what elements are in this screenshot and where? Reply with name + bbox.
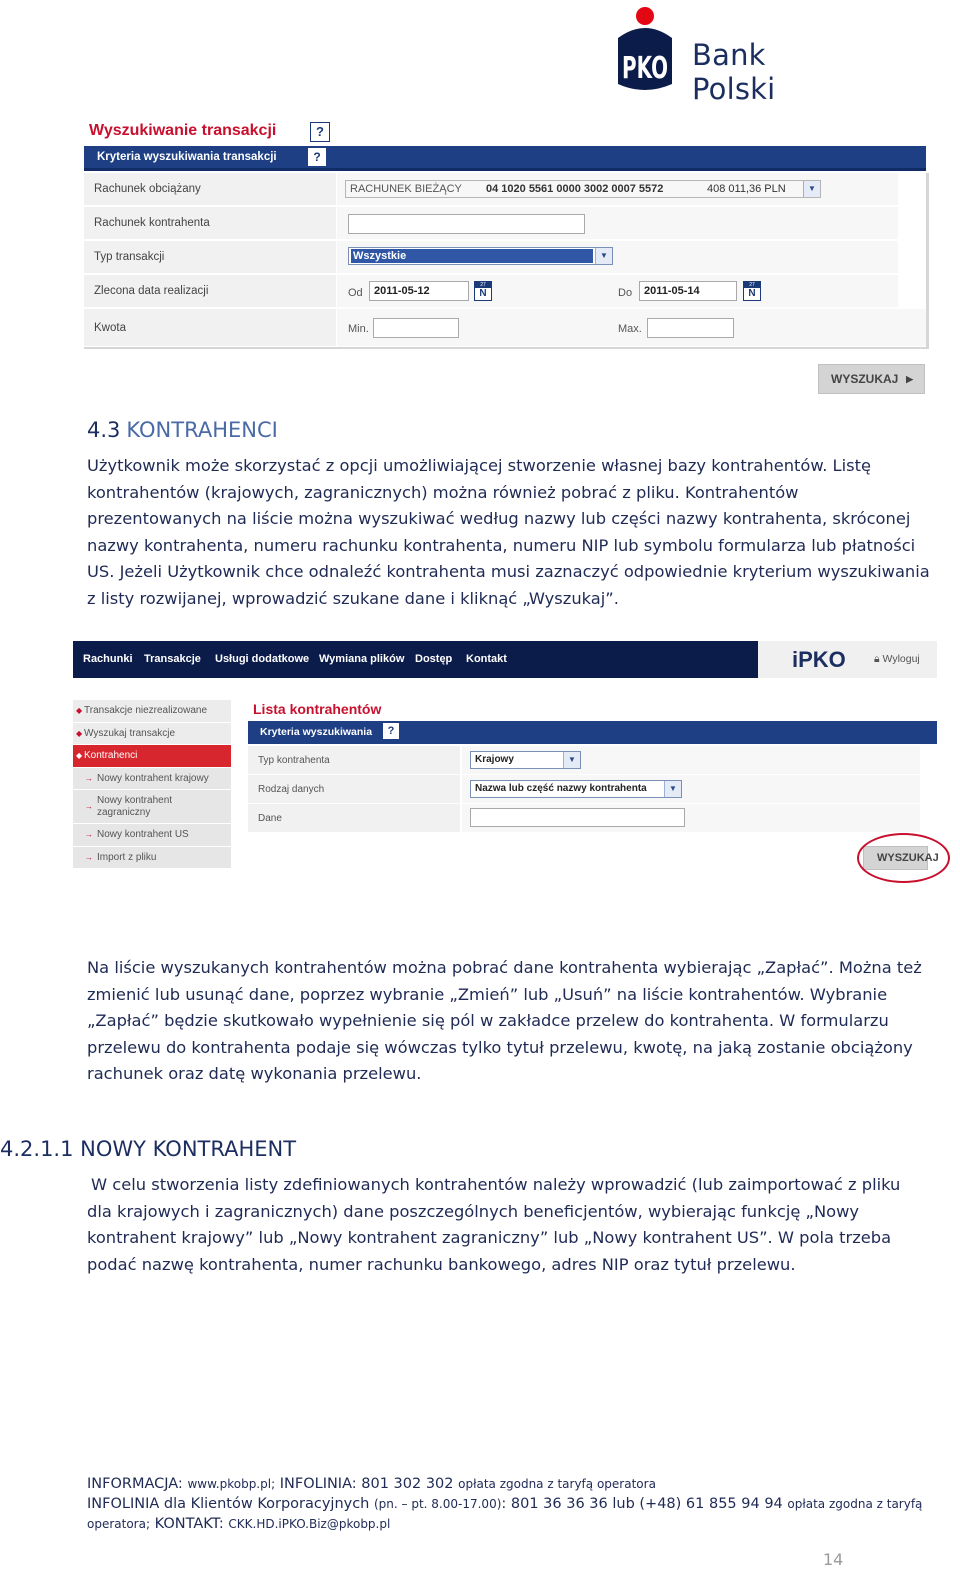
chevron-down-icon: ▼	[563, 752, 580, 768]
amount-label: Kwota	[84, 309, 336, 346]
contact-email-link[interactable]: CKK.HD.iPKO.Biz@pkobp.pl	[228, 1517, 391, 1531]
logout-link[interactable]: 🔒︎ Wyloguj	[874, 653, 920, 665]
arrow-right-icon: →	[85, 773, 93, 783]
transaction-type-value: Wszystkie	[351, 249, 593, 263]
sidebar-item-transakcje-niezrealizowane[interactable]: ◆ Transakcje niezrealizowane	[73, 700, 231, 723]
row-contractor-type	[248, 746, 920, 774]
amount-max-input[interactable]	[647, 318, 734, 338]
row-amount	[84, 309, 926, 347]
data-input[interactable]	[470, 808, 685, 827]
nav-item-transakcje[interactable]: Transakcje	[144, 653, 201, 665]
account-number: 04 1020 5561 0000 3002 0007 5572	[486, 183, 664, 195]
pko-logo-mark-icon	[612, 4, 688, 92]
sidebar-item-wyszukaj-transakcje[interactable]: ◆ Wyszukaj transakcje	[73, 723, 231, 746]
nav-item-uslugi[interactable]: Usługi dodatkowe	[215, 653, 310, 665]
calendar-icon[interactable]: 27 N	[743, 281, 761, 301]
account-debited-label: Rachunek obciążany	[84, 173, 336, 205]
row-counterparty-account	[84, 207, 926, 240]
main-nav	[73, 641, 758, 678]
date-to-label: Do	[618, 287, 633, 299]
criteria-bar-label: Kryteria wyszukiwania transakcji	[97, 151, 277, 163]
lock-icon: 🔒︎	[874, 653, 883, 665]
help-icon[interactable]: ?	[310, 122, 330, 142]
sidebar	[73, 700, 231, 869]
contractors-list-screenshot	[73, 641, 937, 881]
transaction-type-label: Typ transakcji	[84, 241, 336, 273]
contractor-type-select[interactable]: Krajowy ▼	[470, 751, 581, 769]
pko-bank-polski-logo	[612, 4, 842, 106]
chevron-down-icon: ▼	[664, 781, 681, 797]
pko-logo-letters: PKO	[622, 51, 668, 86]
section-43-paragraph: Użytkownik może skorzystać z opcji umożliwiającej stworzenie własnej bazy kontrahentów. Listę kontrahentów (krajowych, zagranicznych) można również pobrać z pliku. Kontrahentów prezentowanych na liście można wyszukiwać według nazwy lub części nazwy kontrahenta, skróconej nazwy kontrahenta, numeru rachunku kontrahenta, numeru NIP lub symbolu formularza lub płatności US. Jeżeli Użytkownik chce odnaleźć kontrahenta musi zaznaczyć odpowiednie kryterium wyszukiwania z listy rozwijanej, wprowadzić szukane dane i kliknąć „Wyszukaj”.	[87, 456, 930, 608]
nav-item-dostep[interactable]: Dostęp	[415, 653, 453, 665]
account-balance: 408 011,36 PLN	[707, 183, 786, 195]
contractors-criteria-bar	[248, 721, 937, 744]
counterparty-account-label: Rachunek kontrahenta	[84, 207, 336, 239]
arrow-right-icon: →	[85, 801, 93, 811]
nav-item-kontakt[interactable]: Kontakt	[466, 653, 507, 665]
row-account-debited	[84, 173, 926, 206]
amount-max-label: Max.	[618, 323, 642, 335]
section-43-heading: 4.3 KONTRAHENCI	[87, 418, 278, 442]
section-4211-paragraph: W celu stworzenia listy zdefiniowanych kontrahentów należy wprowadzić (lub zaimportować z pliku dla krajowych i zagranicznych) dane poszczególnych beneficjentów, wybierając funkcję „Nowy kontrahent krajowy” lub „Nowy kontrahent zagraniczny” lub „Nowy kontrahent US”. W pola trzeba podać nazwę kontrahenta, numer rachunku bankowego, adres NIP oraz tytuł przelewu.	[87, 1175, 901, 1274]
arrow-icon: ◆	[76, 751, 83, 761]
calendar-icon[interactable]: 27 N	[474, 281, 492, 301]
nav-item-wymiana[interactable]: Wymiana plików	[319, 653, 405, 665]
row-transaction-type	[84, 241, 926, 274]
row-data-kind	[248, 775, 920, 803]
date-from-input[interactable]: 2011-05-12	[369, 281, 469, 301]
counterparty-account-input[interactable]	[348, 214, 585, 234]
amount-min-label: Min.	[348, 323, 369, 335]
contractors-list-title: Lista kontrahentów	[253, 701, 382, 717]
chevron-down-icon: ▼	[803, 181, 820, 197]
amount-min-input[interactable]	[373, 318, 459, 338]
criteria-bar	[84, 146, 926, 171]
page-number: 14	[823, 1550, 844, 1569]
search-transactions-title: Wyszukiwanie transakcji	[89, 122, 277, 139]
sidebar-item-import[interactable]: → Import z pliku	[73, 847, 231, 870]
search-button[interactable]: WYSZUKAJ ▶	[818, 364, 925, 394]
search-criteria-form	[84, 173, 929, 349]
paragraph-2: Na liście wyszukanych kontrahentów można pobrać dane kontrahenta wybierając „Zapłać”. Można też zmienić lub usunąć dane, poprzez wybranie „Zmień” lub „Usuń” na liście kontrahentów. Wybranie „Zapłać” będzie skutkowało wypełnienie się pól w zakładce przelew do kontrahenta. W formularzu przelewu do kontrahenta podaje się wówczas tylko tytuł przelewu, kwotę, na jaką zostanie obciążony rachunek oraz datę wykonania przelewu.	[87, 958, 922, 1083]
arrow-right-icon: →	[85, 830, 93, 840]
data-label: Dane	[248, 804, 460, 832]
sidebar-item-nowy-krajowy[interactable]: → Nowy kontrahent krajowy	[73, 768, 231, 791]
arrow-right-icon: →	[85, 852, 93, 862]
footer: INFORMACJA: www.pkobp.pl; INFOLINIA: 801 302 302 opłata zgodna z taryfą operatora INFOLINIA dla Klientów Korporacyjnych (pn. – pt. 8.00-17.00): 801 36 36 36 lub (+48) 61 855 94 94 opłata zgodna z taryfą operatora; KONTAKT: CKK.HD.iPKO.Biz@pkobp.pl	[87, 1476, 923, 1532]
row-data	[248, 804, 920, 832]
arrow-icon: ◆	[76, 728, 83, 738]
account-debited-select[interactable]	[345, 180, 821, 198]
help-icon[interactable]: ?	[383, 723, 399, 739]
criteria-help-icon[interactable]: ?	[308, 148, 326, 166]
account-type: RACHUNEK BIEŻĄCY	[350, 183, 462, 195]
transaction-type-select[interactable]	[348, 247, 613, 265]
contractors-search-button[interactable]: WYSZUKAJ	[863, 846, 928, 870]
date-to-input[interactable]: 2011-05-14	[639, 281, 737, 301]
date-from-label: Od	[348, 287, 363, 299]
ipko-logo: iPKO	[792, 647, 846, 672]
sidebar-item-nowy-us[interactable]: → Nowy kontrahent US	[73, 824, 231, 847]
website-link[interactable]: www.pkobp.pl;	[187, 1477, 276, 1491]
row-execution-date	[84, 275, 926, 308]
bank-name: Bank Polski	[692, 38, 776, 106]
data-kind-select[interactable]: Nazwa lub część nazwy kontrahenta ▼	[470, 780, 682, 798]
criteria-bar-label: Kryteria wyszukiwania	[260, 726, 373, 738]
nav-item-rachunki[interactable]: Rachunki	[83, 653, 133, 665]
chevron-down-icon: ▼	[595, 248, 612, 264]
sidebar-item-kontrahenci[interactable]: ◆ Kontrahenci	[73, 745, 231, 768]
contractor-type-label: Typ kontrahenta	[248, 746, 460, 774]
arrow-icon: ◆	[76, 706, 83, 716]
execution-date-label: Zlecona data realizacji	[84, 275, 336, 307]
highlight-circle	[857, 833, 950, 883]
data-kind-label: Rodzaj danych	[248, 775, 460, 803]
sidebar-item-nowy-zagraniczny[interactable]: → Nowy kontrahent zagraniczny	[73, 790, 231, 824]
chevron-right-icon: ▶	[906, 374, 913, 384]
contractors-criteria-form	[248, 744, 920, 832]
section-4211-heading: 4.2.1.1 NOWY KONTRAHENT	[0, 1137, 297, 1161]
